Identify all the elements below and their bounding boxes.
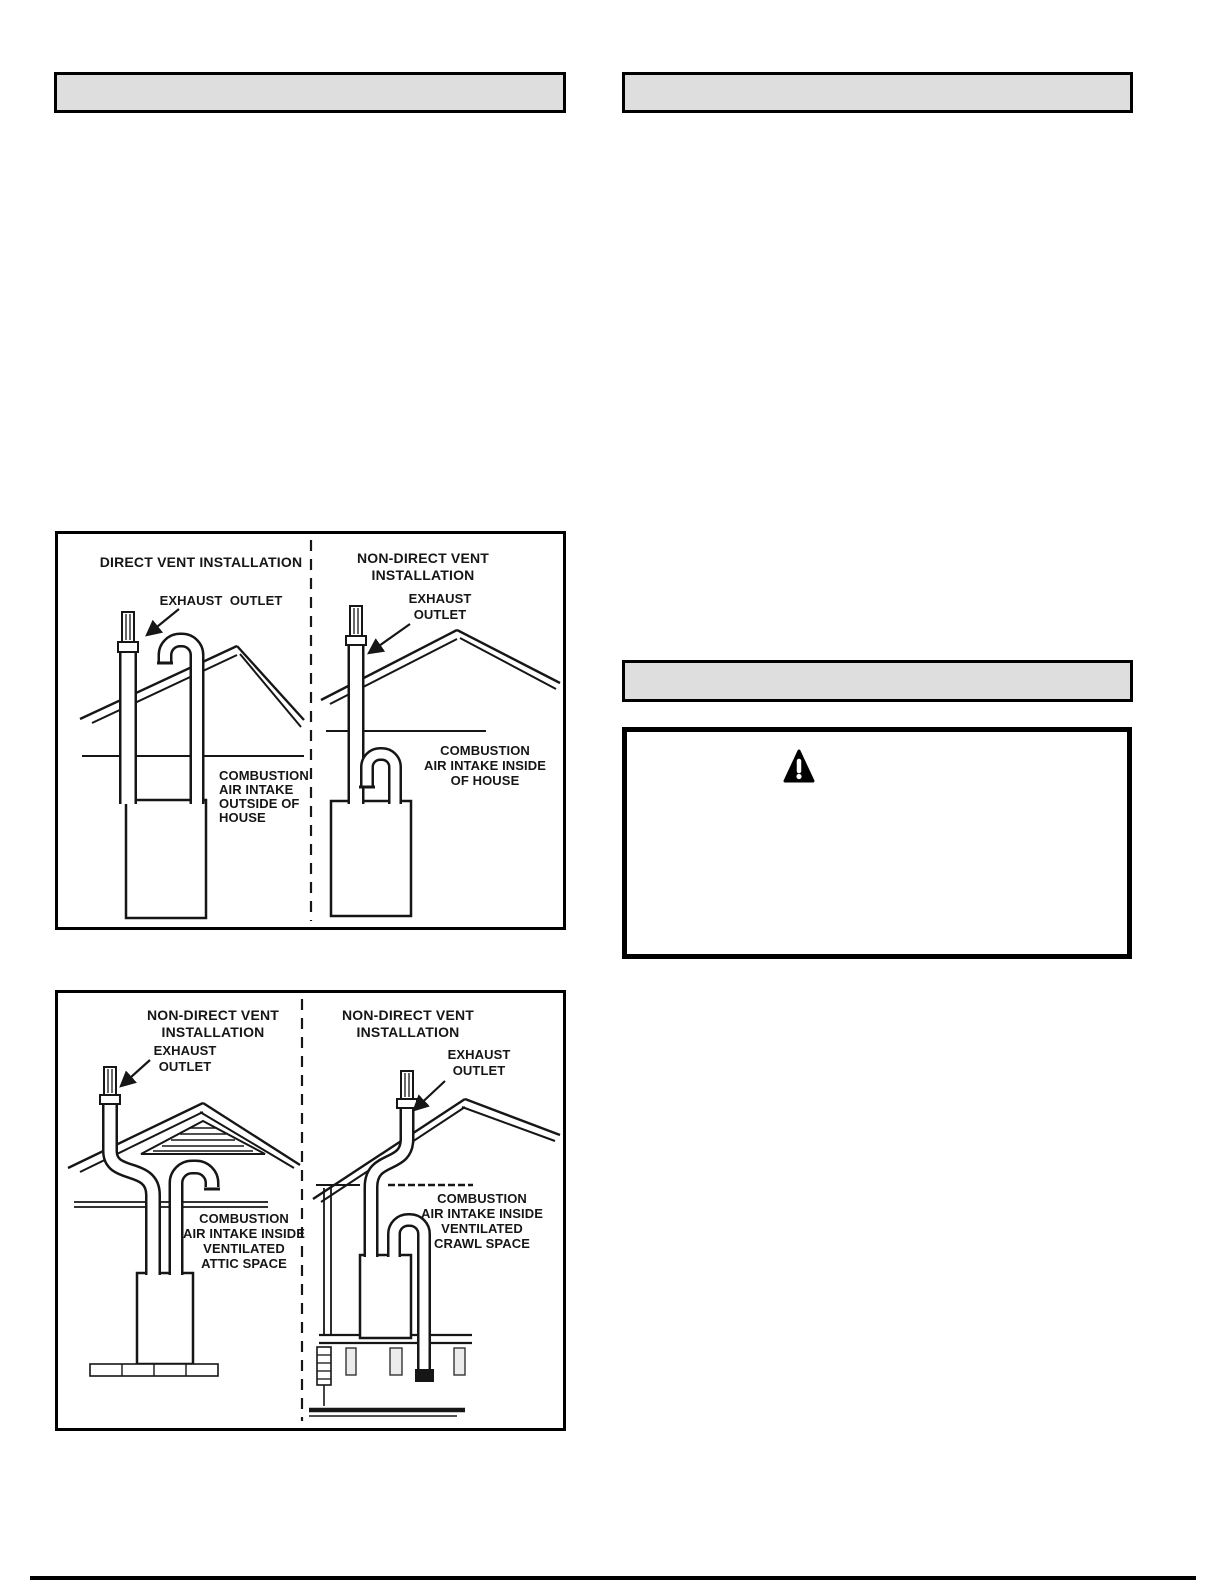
svg-text:NON-DIRECT VENT: NON-DIRECT VENT — [341, 1007, 475, 1023]
warning-icon — [783, 748, 815, 784]
combustion-intake-label — [421, 1191, 543, 1251]
svg-text:OUTLET: OUTLET — [158, 1059, 212, 1074]
section-header-bar-right-mid — [622, 660, 1133, 702]
exhaust-termination-cap — [118, 612, 138, 652]
roof-line — [321, 630, 457, 700]
furnace — [331, 801, 411, 916]
floor-piers — [346, 1348, 465, 1375]
section-header-bar-top-left — [54, 72, 566, 113]
vent-diagram-attic-crawlspace — [55, 990, 566, 1431]
svg-text:AIR INTAKE INSIDE: AIR INTAKE INSIDE — [420, 1206, 544, 1221]
exhaust-outlet-label — [409, 591, 472, 622]
panel-title — [147, 1007, 279, 1040]
svg-text:OUTSIDE OF: OUTSIDE OF — [219, 796, 300, 811]
panel-title: DIRECT VENT INSTALLATION — [99, 554, 303, 570]
svg-text:VENTILATED: VENTILATED — [203, 1241, 285, 1256]
exhaust-termination-cap — [397, 1071, 417, 1108]
section-header-bar-top-right — [622, 72, 1133, 113]
combustion-intake-label — [183, 1211, 305, 1271]
exhaust-callout-arrow — [147, 609, 179, 635]
non-direct-vent-panel — [321, 550, 560, 916]
combustion-intake-label — [424, 743, 546, 788]
crawlspace-intake-panel — [309, 1007, 560, 1416]
svg-text:OF HOUSE: OF HOUSE — [450, 773, 520, 788]
svg-text:HOUSE: HOUSE — [219, 810, 266, 825]
warning-box — [622, 727, 1132, 959]
panel-title — [357, 550, 489, 583]
footer-rule — [30, 1576, 1196, 1580]
attic-intake-panel — [68, 1007, 305, 1376]
svg-text:CRAWL SPACE: CRAWL SPACE — [434, 1236, 530, 1251]
combustion-intake-label — [219, 768, 309, 825]
direct-vent-panel — [80, 554, 309, 918]
svg-text:ATTIC SPACE: ATTIC SPACE — [201, 1256, 287, 1271]
exhaust-termination-cap — [346, 606, 366, 645]
svg-text:NON-DIRECT VENT: NON-DIRECT VENT — [146, 1007, 280, 1023]
panel-title — [342, 1007, 474, 1040]
svg-text:EXHAUST: EXHAUST — [408, 591, 472, 606]
svg-text:INSTALLATION: INSTALLATION — [161, 1024, 265, 1040]
foundation-base — [90, 1364, 218, 1376]
exhaust-outlet-label — [448, 1047, 511, 1078]
svg-text:NON-DIRECT VENT: NON-DIRECT VENT — [356, 550, 490, 566]
exhaust-termination-cap — [100, 1067, 120, 1104]
svg-text:INSTALLATION: INSTALLATION — [356, 1024, 460, 1040]
svg-text:VENTILATED: VENTILATED — [441, 1221, 523, 1236]
combustion-intake-pipe — [157, 640, 197, 804]
svg-text:AIR INTAKE INSIDE: AIR INTAKE INSIDE — [182, 1226, 306, 1241]
svg-text:COMBUSTION: COMBUSTION — [199, 1211, 289, 1226]
support-blocks — [317, 1347, 331, 1406]
svg-text:COMBUSTION: COMBUSTION — [440, 743, 530, 758]
exhaust-outlet-label: EXHAUST OUTLET — [159, 593, 283, 608]
vent-diagram-2-svg — [58, 993, 563, 1428]
intake-end-cap — [415, 1369, 434, 1382]
svg-text:OUTLET: OUTLET — [413, 607, 467, 622]
exhaust-callout-arrow — [121, 1060, 150, 1086]
furnace — [360, 1255, 411, 1338]
svg-text:EXHAUST: EXHAUST — [447, 1047, 511, 1062]
furnace — [126, 800, 206, 918]
exhaust-callout-arrow — [414, 1081, 445, 1110]
furnace — [137, 1273, 193, 1364]
roof-line — [68, 1103, 203, 1168]
svg-text:INSTALLATION: INSTALLATION — [371, 567, 475, 583]
gable-vent — [141, 1121, 265, 1154]
vent-diagram-1-svg — [58, 534, 563, 927]
svg-text:COMBUSTION: COMBUSTION — [219, 768, 309, 783]
svg-text:EXHAUST: EXHAUST — [153, 1043, 217, 1058]
exhaust-outlet-label — [154, 1043, 217, 1074]
exhaust-callout-arrow — [369, 624, 410, 653]
svg-text:COMBUSTION: COMBUSTION — [437, 1191, 527, 1206]
vent-diagram-roof-installations — [55, 531, 566, 930]
svg-text:AIR INTAKE: AIR INTAKE — [219, 782, 294, 797]
svg-text:OUTLET: OUTLET — [452, 1063, 506, 1078]
svg-text:AIR INTAKE INSIDE: AIR INTAKE INSIDE — [423, 758, 547, 773]
